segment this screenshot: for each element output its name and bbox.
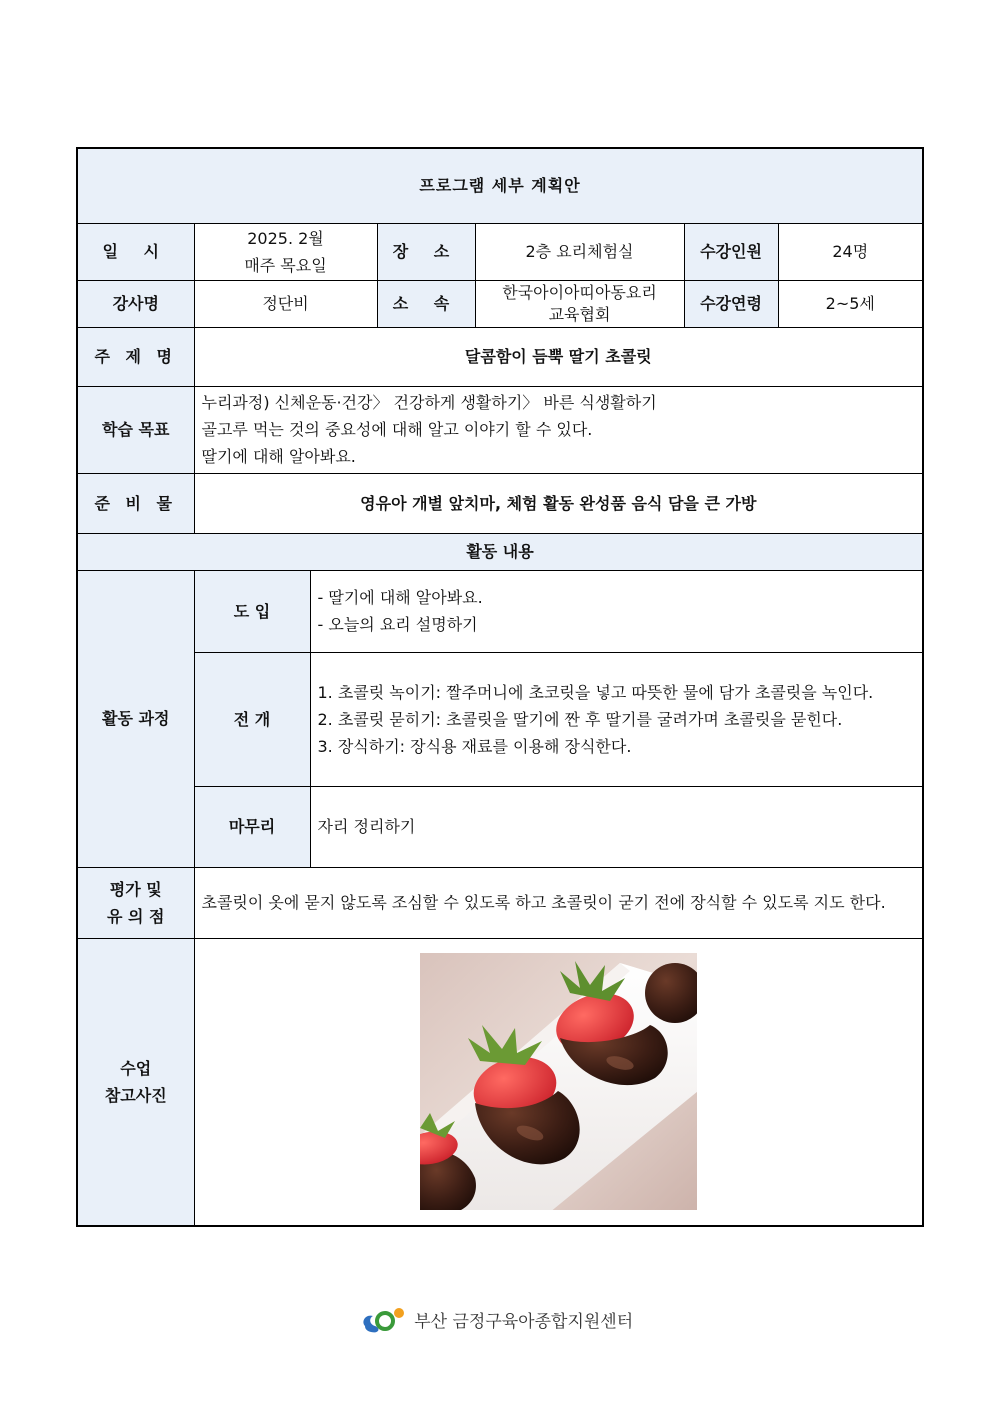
date-value	[194, 223, 377, 280]
activity-section-title: 활동 내용	[77, 533, 923, 570]
materials-label: 준 비 물	[77, 473, 194, 533]
evaluation-label-line2: 유 의 점	[106, 906, 165, 926]
footer-org-name: 부산 금정구육아종합지원센터	[414, 1311, 634, 1332]
evaluation-label	[77, 867, 194, 938]
develop-value	[310, 652, 923, 786]
develop-label: 전 개	[194, 652, 310, 786]
affiliation-label: 소 속	[377, 280, 475, 327]
photo-label-line1: 수업	[120, 1058, 152, 1078]
place-value: 2층 요리체험실	[475, 223, 684, 280]
affiliation-line1: 한국아이아띠아동요리	[502, 282, 657, 302]
age-value: 2~5세	[778, 280, 923, 327]
center-logo-icon	[359, 1304, 407, 1334]
goals-value	[194, 386, 923, 473]
develop-line: 1. 초콜릿 녹이기: 짤주머니에 초코릿을 넣고 따뜻한 물에 담가 초콜릿을 녹인다.	[317, 682, 874, 702]
program-plan-table	[76, 147, 924, 1227]
develop-line: 2. 초콜릿 묻히기: 초콜릿을 딸기에 짠 후 딸기를 굴려가며 초콜릿을 묻힌다.	[317, 709, 843, 729]
age-label: 수강연령	[684, 280, 778, 327]
goal-line: 골고루 먹는 것의 중요성에 대해 알고 이야기 할 수 있다.	[201, 420, 593, 439]
date-line2: 매주 목요일	[244, 255, 327, 275]
photo-label-line2: 참고사진	[104, 1085, 167, 1105]
footer	[0, 1304, 992, 1334]
date-line1: 2025. 2월	[247, 228, 324, 248]
affiliation-value	[475, 280, 684, 327]
instructor-label: 강사명	[77, 280, 194, 327]
goals-label: 학습 목표	[77, 386, 194, 473]
goal-line: 딸기에 대해 알아봐요.	[201, 447, 356, 466]
photo-label	[77, 938, 194, 1226]
intro-value	[310, 570, 923, 652]
topic-value: 달콤함이 듬뿍 딸기 초콜릿	[194, 327, 923, 386]
intro-label: 도 입	[194, 570, 310, 652]
capacity-label: 수강인원	[684, 223, 778, 280]
develop-line: 3. 장식하기: 장식용 재료를 이용해 장식한다.	[317, 736, 632, 756]
affiliation-line2: 교육협회	[548, 304, 611, 324]
process-label: 활동 과정	[77, 570, 194, 867]
chocolate-strawberry-photo	[420, 953, 697, 1210]
intro-line: - 딸기에 대해 알아봐요.	[317, 588, 483, 607]
evaluation-label-line1: 평가 및	[109, 879, 162, 899]
date-label: 일 시	[77, 223, 194, 280]
instructor-value: 정단비	[194, 280, 377, 327]
closing-label: 마무리	[194, 786, 310, 867]
photo-cell	[194, 938, 923, 1226]
capacity-value: 24명	[778, 223, 923, 280]
intro-line: - 오늘의 요리 설명하기	[317, 615, 478, 634]
place-label: 장 소	[377, 223, 475, 280]
materials-value: 영유아 개별 앞치마, 체험 활동 완성품 음식 담을 큰 가방	[194, 473, 923, 533]
closing-value: 자리 정리하기	[310, 786, 923, 867]
topic-label: 주 제 명	[77, 327, 194, 386]
page-title: 프로그램 세부 계획안	[77, 148, 923, 223]
goal-line: 누리과정) 신체운동·건강〉 건강하게 생활하기〉 바른 식생활하기	[201, 393, 657, 412]
evaluation-value: 초콜릿이 옷에 묻지 않도록 조심할 수 있도록 하고 초콜릿이 굳기 전에 장식할 수 있도록 지도 한다.	[194, 867, 923, 938]
